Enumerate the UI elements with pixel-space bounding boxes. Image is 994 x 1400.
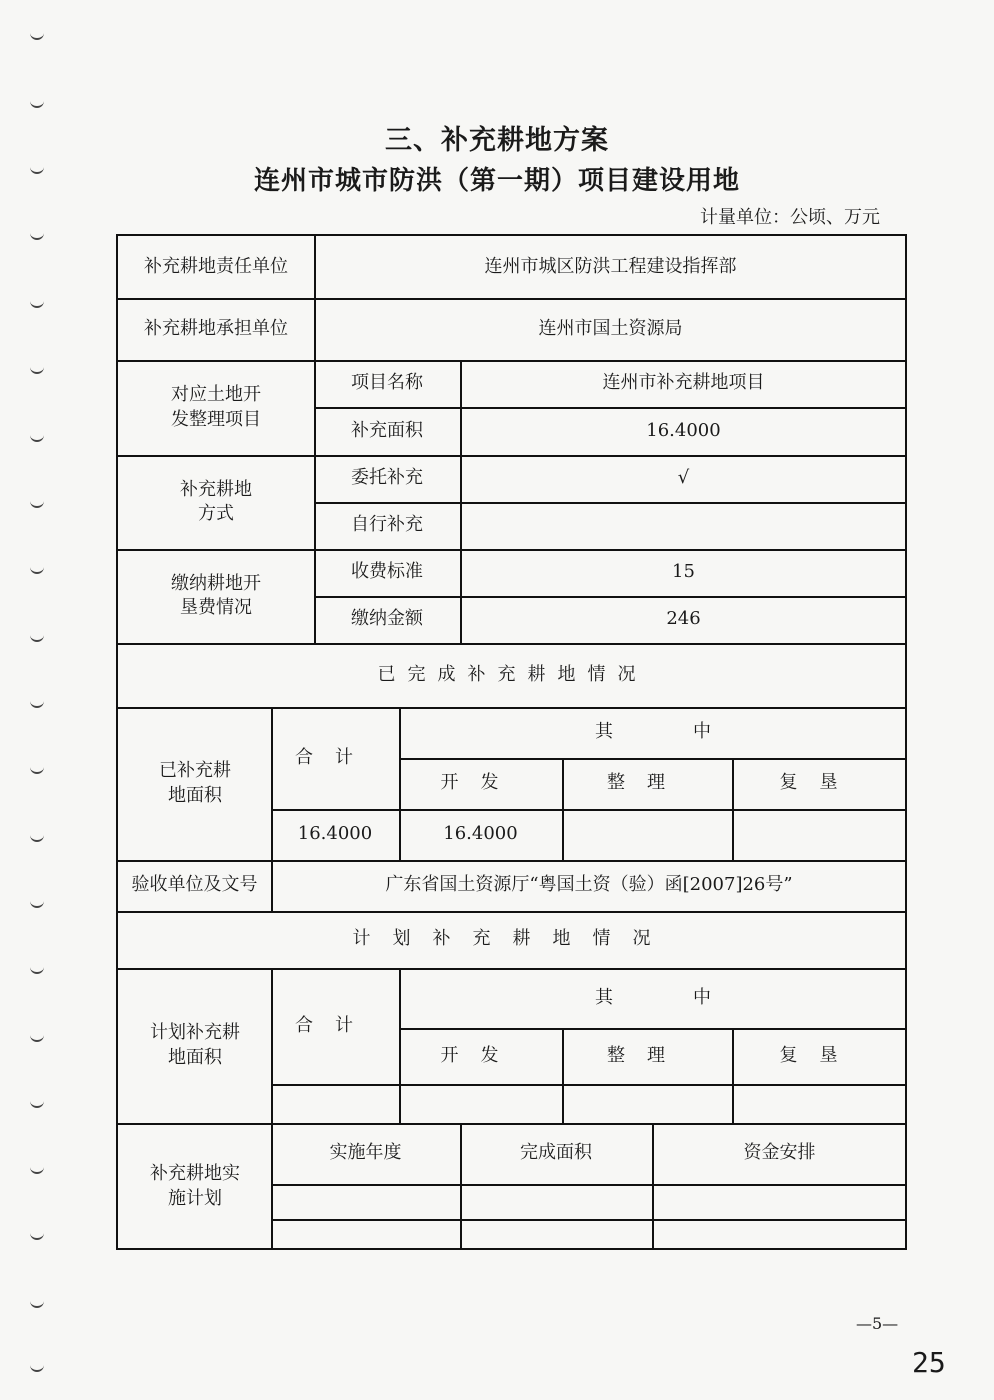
completed-develop-value: 16.4000 xyxy=(443,823,518,845)
planned-consolidate-label: 整理 xyxy=(607,1044,687,1066)
supplement-area-value: 16.4000 xyxy=(646,419,721,441)
handwritten-page-number: 25 xyxy=(912,1346,946,1379)
completed-section-title: 已完成补充耕地情况 xyxy=(377,663,648,685)
entrusted-label: 委托补充 xyxy=(351,467,423,489)
planned-develop-label: 开发 xyxy=(440,1044,521,1066)
completed-reclaim-label: 复垦 xyxy=(779,772,860,794)
undertaking-unit-label: 补充耕地承担单位 xyxy=(144,317,288,339)
completed-area-label: 已补充耕地面积 xyxy=(159,760,231,806)
completed-among-part2: 中 xyxy=(693,721,711,743)
planned-among-label xyxy=(399,968,907,1028)
project-name-label: 项目名称 xyxy=(351,372,423,394)
planned-reclaim-label: 复垦 xyxy=(779,1044,860,1066)
method-group-label: 补充耕地方式 xyxy=(180,478,252,524)
undertaking-unit-value: 连州市国土资源局 xyxy=(538,317,683,339)
implementation-fund-label: 资金安排 xyxy=(743,1142,816,1164)
binding-hole xyxy=(30,696,44,708)
completed-total-value: 16.4000 xyxy=(297,823,373,845)
binding-hole xyxy=(30,962,44,974)
acceptance-value: 广东省国土资源厅“粤国土资（验）函[2007]26号” xyxy=(385,874,793,896)
binding-hole xyxy=(30,296,44,308)
entrusted-check: √ xyxy=(677,467,690,489)
implementation-year-label: 实施年度 xyxy=(329,1142,402,1164)
responsible-unit-label: 补充耕地责任单位 xyxy=(144,255,288,277)
planned-among-part2: 中 xyxy=(693,986,711,1008)
page-subtitle: 连州市城市防洪（第一期）项目建设用地 xyxy=(253,166,740,196)
binding-hole xyxy=(30,496,44,508)
unit-note: 计量单位：公顷、万元 xyxy=(700,207,880,228)
fee-standard-label: 收费标准 xyxy=(351,561,423,583)
planned-section-title: 计划补充耕地情况 xyxy=(352,928,673,950)
self-supplement-label: 自行补充 xyxy=(351,514,423,536)
responsible-unit-value: 连州市城区防洪工程建设指挥部 xyxy=(484,255,737,277)
project-group-label: 对应土地开发整理项目 xyxy=(171,384,261,430)
planned-total-label: 合计 xyxy=(295,1014,375,1036)
table-rule xyxy=(271,1084,907,1086)
fee-group-label: 缴纳耕地开垦费情况 xyxy=(171,572,261,618)
fee-amount-label: 缴纳金额 xyxy=(351,608,423,630)
supplement-area-label: 补充面积 xyxy=(351,419,423,441)
fee-amount-value: 246 xyxy=(666,608,701,630)
binding-hole xyxy=(30,362,44,374)
binding-hole xyxy=(30,562,44,574)
binding-hole xyxy=(30,96,44,108)
binding-hole xyxy=(30,1096,44,1108)
completed-consolidate-label: 整理 xyxy=(607,772,687,794)
binding-hole xyxy=(30,430,44,442)
page-number-marker: —5— xyxy=(856,1314,899,1333)
binding-hole xyxy=(30,630,44,642)
acceptance-label: 验收单位及文号 xyxy=(131,874,258,896)
project-name-value: 连州市补充耕地项目 xyxy=(602,372,765,394)
fee-standard-value: 15 xyxy=(672,561,695,583)
binding-hole xyxy=(30,1360,44,1372)
completed-total-label: 合计 xyxy=(295,746,375,768)
table-rule xyxy=(271,1219,907,1221)
page-title: 三、补充耕地方案 xyxy=(385,125,609,156)
implementation-area-label: 完成面积 xyxy=(520,1142,592,1164)
implementation-label: 补充耕地实施计划 xyxy=(150,1163,240,1209)
binding-hole xyxy=(30,762,44,774)
binding-hole xyxy=(30,830,44,842)
completed-among-label xyxy=(399,707,907,758)
planned-area-label: 计划补充耕地面积 xyxy=(150,1022,240,1068)
binding-hole xyxy=(30,896,44,908)
table-rule xyxy=(271,1184,907,1186)
binding-hole xyxy=(30,1162,44,1174)
binding-margin xyxy=(0,0,60,1400)
binding-hole xyxy=(30,1228,44,1240)
binding-hole xyxy=(30,228,44,240)
plan-table xyxy=(116,234,907,1250)
completed-among-part1: 其 xyxy=(595,721,613,743)
binding-hole xyxy=(30,28,44,40)
completed-develop-label: 开发 xyxy=(440,772,521,794)
planned-among-part1: 其 xyxy=(595,986,613,1008)
binding-hole xyxy=(30,1030,44,1042)
binding-hole xyxy=(30,1296,44,1308)
